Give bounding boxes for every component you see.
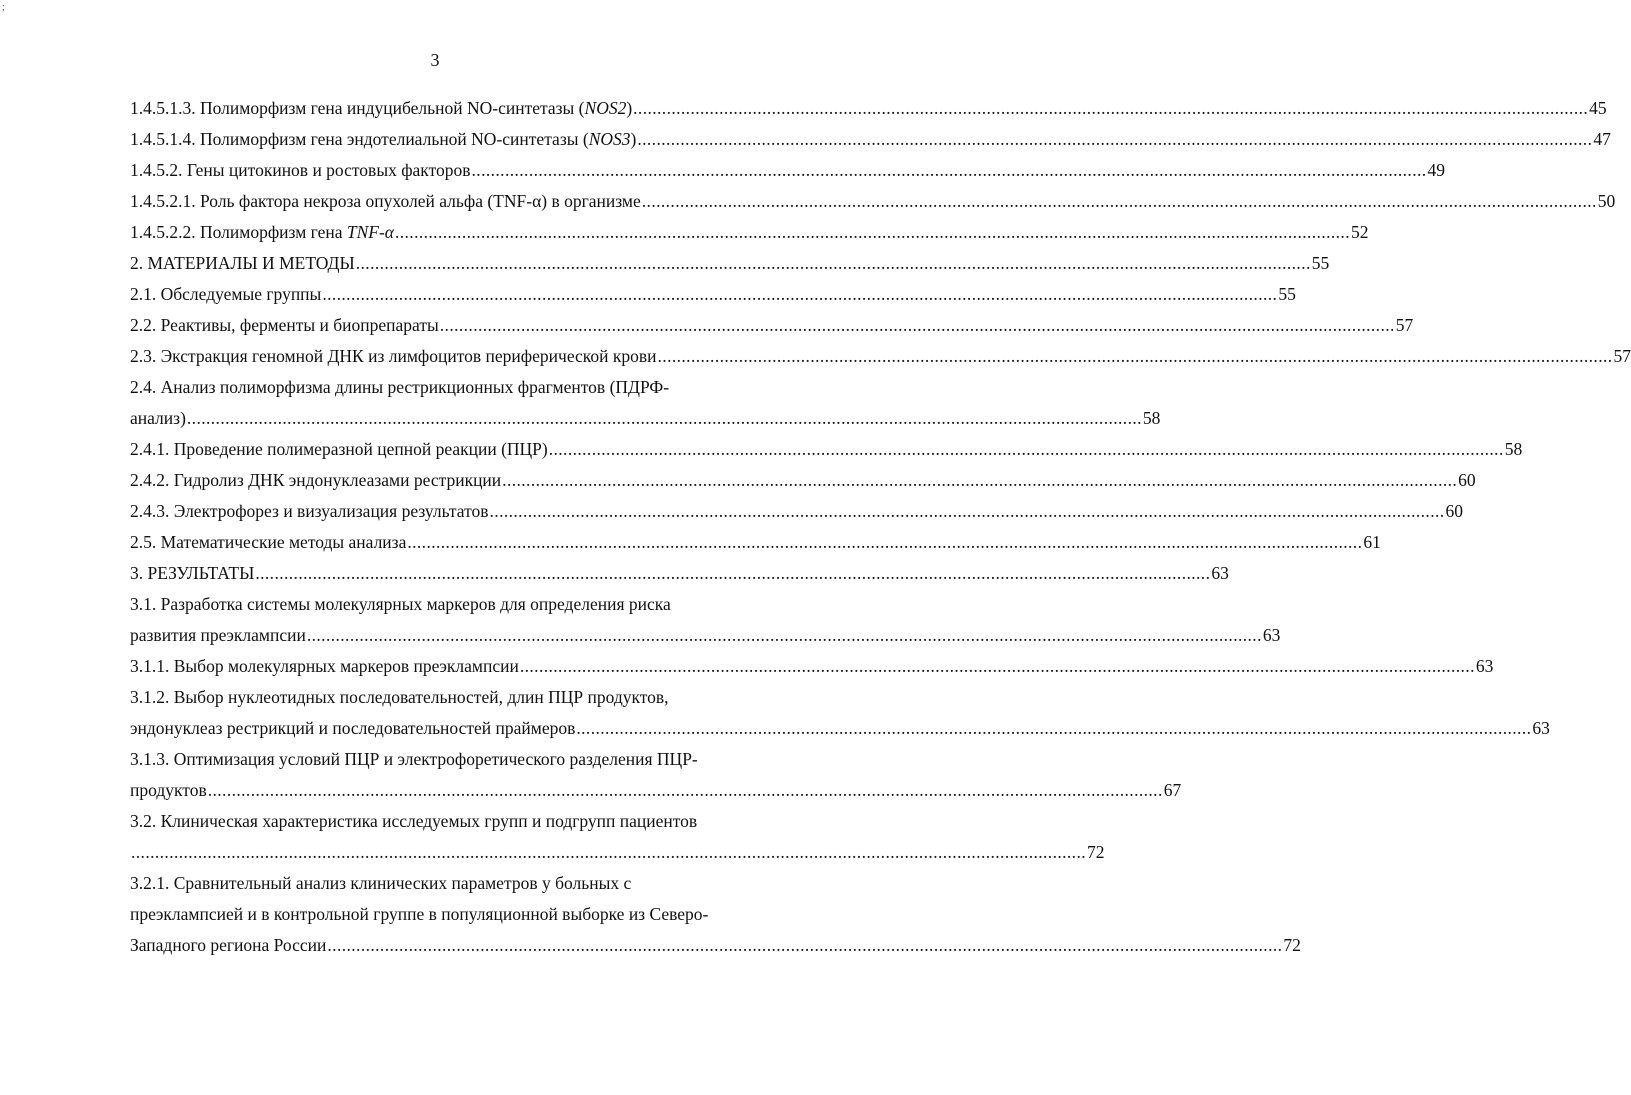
dot-leader xyxy=(407,527,1362,558)
dot-leader xyxy=(327,930,1282,961)
toc-page-number: 57 xyxy=(1613,346,1631,366)
toc-entry-text: 2.3. Экстракция геномной ДНК из лимфоцитов периферической крови xyxy=(130,346,657,366)
toc-entry-1-4-5-2-2[interactable] xyxy=(130,217,1369,248)
dot-leader xyxy=(637,124,1592,155)
toc-page-number: 55 xyxy=(1278,284,1296,304)
toc-entry-text: 2.4.1. Проведение полимеразной цепной реакции (ПЦР) xyxy=(130,439,548,459)
toc-entry-text: 2.5. Математические методы анализа xyxy=(130,532,407,552)
toc-entry-italic: NOS2 xyxy=(584,98,627,118)
toc-entry-1-4-5-2-1[interactable] xyxy=(130,186,1616,217)
toc-entry-1-4-5-1-3[interactable]: 1.4.5.1.3. Полиморфизм гена индуцибельной NO-синтетазы (NOS2) ..... 45 xyxy=(130,93,750,124)
toc-entry-text: 3.1.1. Выбор молекулярных маркеров преэклампсии xyxy=(130,656,519,676)
toc-entry-3-1-3[interactable] xyxy=(130,744,1182,806)
toc-page-number: 58 xyxy=(1142,408,1161,428)
toc-entry-text-first-line: 3.2. Клиническая характеристика исследуемых групп и подгрупп пациентов xyxy=(130,811,698,831)
toc-entry-3[interactable] xyxy=(130,558,1229,589)
toc-page-number: 60 xyxy=(1445,501,1464,521)
toc-entry-text: 2.4.2. Гидролиз ДНК эндонуклеазами рестрикции xyxy=(130,470,502,490)
toc-entry-text: 2.2. Реактивы, ферменты и биопрепараты xyxy=(130,315,439,335)
toc-entry-2-5[interactable] xyxy=(130,527,1381,558)
toc-entry-italic: TNF-α xyxy=(346,222,394,242)
toc-page-number: 72 xyxy=(1283,935,1301,955)
scan-artifact: ; xyxy=(2,2,5,13)
page-number: 3 xyxy=(430,50,440,70)
toc-entry-text: 1.4.5.2. Гены цитокинов и ростовых факторов xyxy=(130,160,471,180)
toc-entry-text: 1.4.5.1.3. Полиморфизм гена индуцибельной NO-синтетазы ( xyxy=(130,98,585,118)
toc-page-number: 63 xyxy=(1532,718,1550,738)
dot-leader xyxy=(472,155,1427,186)
toc-entry-text: 1.4.5.2.2. Полиморфизм гена xyxy=(130,222,347,242)
toc-entry-text: 1.4.5.2.1. Роль фактора некроза опухолей альфа (TNF-α) в организме xyxy=(130,191,641,211)
toc-entry-2-3[interactable] xyxy=(130,341,1631,372)
toc-page-number: 60 xyxy=(1458,470,1476,490)
toc-entry-text: 1.4.5.1.4. Полиморфизм гена эндотелиальной NO-синтетазы ( xyxy=(130,129,589,149)
dot-leader xyxy=(520,651,1475,682)
toc-entry-text: развития преэклампсии xyxy=(130,625,306,645)
toc-entry-2-4-1[interactable] xyxy=(130,434,1523,465)
toc-entry-text: продуктов xyxy=(130,780,207,800)
dot-leader xyxy=(208,775,1163,806)
dot-leader xyxy=(502,465,1457,496)
toc-entry-2-1[interactable] xyxy=(130,279,1296,310)
dot-leader xyxy=(395,217,1350,248)
toc-page-number: 63 xyxy=(1475,656,1494,676)
toc-page-number: 67 xyxy=(1163,780,1182,800)
toc-entry-text-second-line: преэклампсией и в контрольной группе в популяционной выборке из Северо- xyxy=(130,904,709,924)
toc-entry-text-first-line: 3.1.3. Оптимизация условий ПЦР и электрофоретического разделения ПЦР- xyxy=(130,749,698,769)
toc-page-number: 49 xyxy=(1427,160,1446,180)
toc-entry-3-1-2[interactable] xyxy=(130,682,1550,744)
toc-entry-2-4[interactable] xyxy=(130,372,1161,434)
dot-leader xyxy=(255,558,1210,589)
toc-entry-3-1[interactable] xyxy=(130,589,1281,651)
toc-entry-2-2[interactable] xyxy=(130,310,1414,341)
dot-leader xyxy=(576,713,1531,744)
dot-leader xyxy=(187,403,1142,434)
toc-entry-2[interactable] xyxy=(130,248,1330,279)
toc-entry-text: 2. МАТЕРИАЛЫ И МЕТОДЫ xyxy=(130,253,355,273)
dot-leader xyxy=(131,837,1086,868)
toc-page-number: 50 xyxy=(1597,191,1616,211)
toc-page-number: 61 xyxy=(1363,532,1381,552)
toc-entry-3-2-1[interactable] xyxy=(130,868,1301,961)
toc-entry-3-2[interactable] xyxy=(130,806,1105,868)
dot-leader xyxy=(633,93,1588,124)
toc-entry-1-4-5-2[interactable] xyxy=(130,155,1446,186)
dot-leader xyxy=(356,248,1311,279)
toc-page-number: 72 xyxy=(1087,842,1105,862)
dot-leader xyxy=(549,434,1504,465)
dot-leader xyxy=(490,496,1445,527)
toc-entry-italic: NOS3 xyxy=(588,129,631,149)
dot-leader xyxy=(307,620,1262,651)
toc-entry-text-first-line: 3.1. Разработка системы молекулярных маркеров для определения риска xyxy=(130,594,671,614)
toc-entry-2-4-3[interactable] xyxy=(130,496,1464,527)
toc-page-number: 58 xyxy=(1504,439,1523,459)
toc-page-number: 47 xyxy=(1593,129,1611,149)
toc-entry-1-4-5-1-4[interactable]: 1.4.5.1.4. Полиморфизм гена эндотелиальной NO-синтетазы (NOS3) ..... 47 xyxy=(130,124,750,155)
dot-leader xyxy=(440,310,1395,341)
toc-entry-text: 3. РЕЗУЛЬТАТЫ xyxy=(130,563,255,583)
toc-entry-text-first-line: 2.4. Анализ полиморфизма длины рестрикционных фрагментов (ПДРФ- xyxy=(130,377,670,397)
toc-page-number: 57 xyxy=(1395,315,1414,335)
toc-page-number: 63 xyxy=(1262,625,1281,645)
toc-page-number: 55 xyxy=(1311,253,1330,273)
toc-entry-text: Западного региона России xyxy=(130,935,327,955)
toc-entry-text: 2.4.3. Электрофорез и визуализация результатов xyxy=(130,501,489,521)
toc-entry-3-1-1[interactable] xyxy=(130,651,1494,682)
toc-entry-text-first-line: 3.1.2. Выбор нуклеотидных последовательностей, длин ПЦР продуктов, xyxy=(130,687,669,707)
dot-leader xyxy=(322,279,1277,310)
toc-page-number: 52 xyxy=(1350,222,1369,242)
dot-leader xyxy=(642,186,1597,217)
table-of-contents xyxy=(130,93,1631,961)
toc-entry-2-4-2[interactable] xyxy=(130,465,1476,496)
toc-entry-text: анализ) xyxy=(130,408,186,428)
toc-page-number: 45 xyxy=(1589,98,1607,118)
dot-leader xyxy=(658,341,1613,372)
toc-entry-text: 2.1. Обследуемые группы xyxy=(130,284,322,304)
toc-page-number: 63 xyxy=(1211,563,1229,583)
toc-entry-text: эндонуклеаз рестрикций и последовательностей праймеров xyxy=(130,718,576,738)
toc-entry-text-first-line: 3.2.1. Сравнительный анализ клинических параметров у больных с xyxy=(130,873,632,893)
